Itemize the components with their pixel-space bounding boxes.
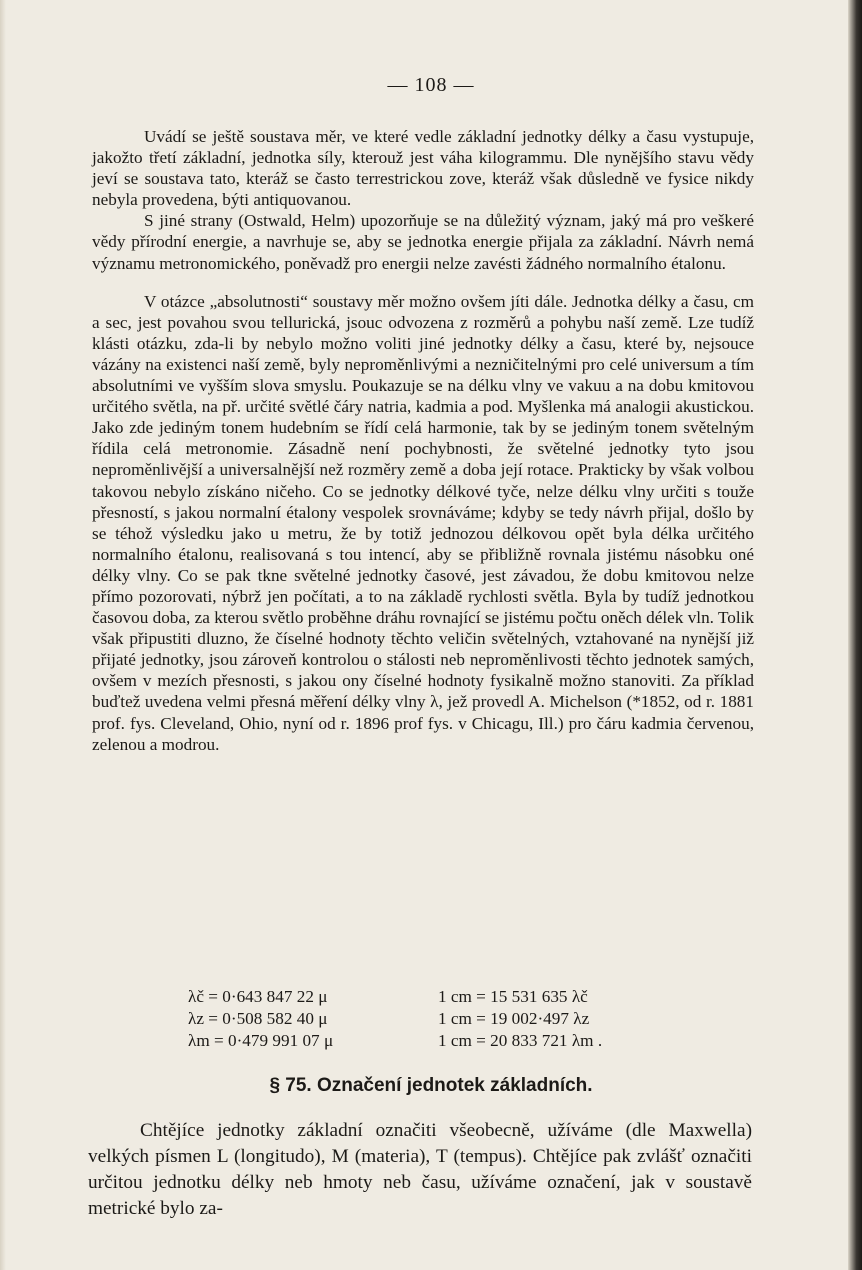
section-heading: § 75. Označení jednotek základních. — [269, 1075, 593, 1096]
formula-wavelength-green: λz = 0·508 582 40 μ — [188, 1009, 328, 1028]
formula-cm-blue: 1 cm = 20 833 721 λm . — [438, 1031, 603, 1050]
paragraph-unit-notation: Chtějíce jednotky základní označiti všeobecně, užíváme (dle Maxwella) velkých písmen L (longitudo), M (materia), T (tempus). Chtějíce pak zvlášť označiti určitou jednotku délky neb hmoty neb času, užíváme označení, jak v soustavě metrické bylo za- — [88, 1120, 752, 1219]
formula-wavelength-blue: λm = 0·479 991 07 μ — [188, 1031, 334, 1050]
formula-row-blue — [188, 1030, 602, 1052]
wavelength-formulas — [188, 986, 602, 1052]
paragraph-absolute-units: V otázce „absolutnosti“ soustavy měr možno ovšem jíti dále. Jednotka délky a času, cm a sec, jest povahou svou tellurická, jsouc odvozena z rozměrů a pohybu naší země. Lze tudíž klásti otázku, zda-li by nebylo možno voliti jiné jednotky délky a času, které by, nejsouce vázány na existenci naší země, byly neproměnlivými a nezničitelnými pro celé universum a tím absolutními ve vyšším slova smyslu. Poukazuje se na délku vlny ve vakuu a na dobu kmitovou určitého světla, na př. určité světlé čáry natria, kadmia a pod. Myšlenka má analogii akustickou. Jako zde jediným tonem hudebním se řídí celá harmonie, tak by se jediným tonem světelným řídila celá metronomie. Zásadně není pochybnosti, že světelné jednotky tyto jsou neproměnlivější a universalnější než rozměry země a doba její rotace. Prakticky by však volbou takovou nebylo získáno ničeho. Co se jednotky délkové tyče, nelze délku vlny určiti s touže přesností, s jakou normalní étalony vespolek srovnáváme; kdyby se tedy návrh přijal, došlo by se téhož výsledku jako u metru, že by totiž jednozou délkovou opět byla délka určitého normalního étalonu, realisovaná s tou intencí, aby se přibližně rovnala jistému násobku oné délky vlny. Co se pak tkne světelné jednotky časové, jest závadou, že dobu kmitovou nelze přímo pozorovati, nýbrž jen počítati, a to na základě rychlosti světla. Byla by tudíž jednotkou časovou doba, za kterou světlo proběhne dráhu rovnající se jistému počtu oněch délek vln. Tolik však připustiti dluzno, že číselné hodnoty těchto veličin světelných, vztahované na nynější již přijaté jednotky, jsou zároveň kontrolou o stálosti neb neproměnlivosti těchto jednotek samých, ovšem v mezích přesnosti, s jakou ony číselné hodnoty fysikalně možno stanoviti. Za příklad buďtež uvedena velmi přesná měření délky vlny λ, jež provedl A. Michelson (*1852, od r. 1881 prof. fys. Cleveland, Ohio, nyní od r. 1896 prof fys. v Chicagu, Ill.) pro čáru kadmia červenou, zelenou a modrou. — [92, 291, 754, 754]
main-text — [92, 126, 754, 755]
page-number: — 108 — — [387, 74, 475, 96]
formula-wavelength-red: λč = 0·643 847 22 μ — [188, 987, 328, 1006]
formula-row-green — [188, 1008, 602, 1030]
formula-cm-red: 1 cm = 15 531 635 λč — [438, 987, 588, 1006]
formula-row-red — [188, 986, 602, 1008]
paragraph-measure-system: Uvádí se ještě soustava měr, ve které vedle základní jednotky délky a času vystupuje, jakožto třetí základní, jednotka síly, kterouž jest váha kilogrammu. Dle nynějšího stavu vědy jeví se soustava tato, kteráž se často terrestrickou zove, kteráž však důsledně ve fysice nikdy nebyla provedena, býti antiquovanou. — [92, 127, 754, 210]
paragraph-energy-unit: S jiné strany (Ostwald, Helm) upozorňuje se na důležitý význam, jaký má pro veškeré vědy přírodní energie, a navrhuje se, aby se jednotka energie přijala za základní. Návrh nemá významu metronomického, poněvadž pro energii nelze zavésti žádného normalního étalonu. — [92, 211, 754, 273]
formula-cm-green: 1 cm = 19 002·497 λz — [438, 1009, 590, 1028]
